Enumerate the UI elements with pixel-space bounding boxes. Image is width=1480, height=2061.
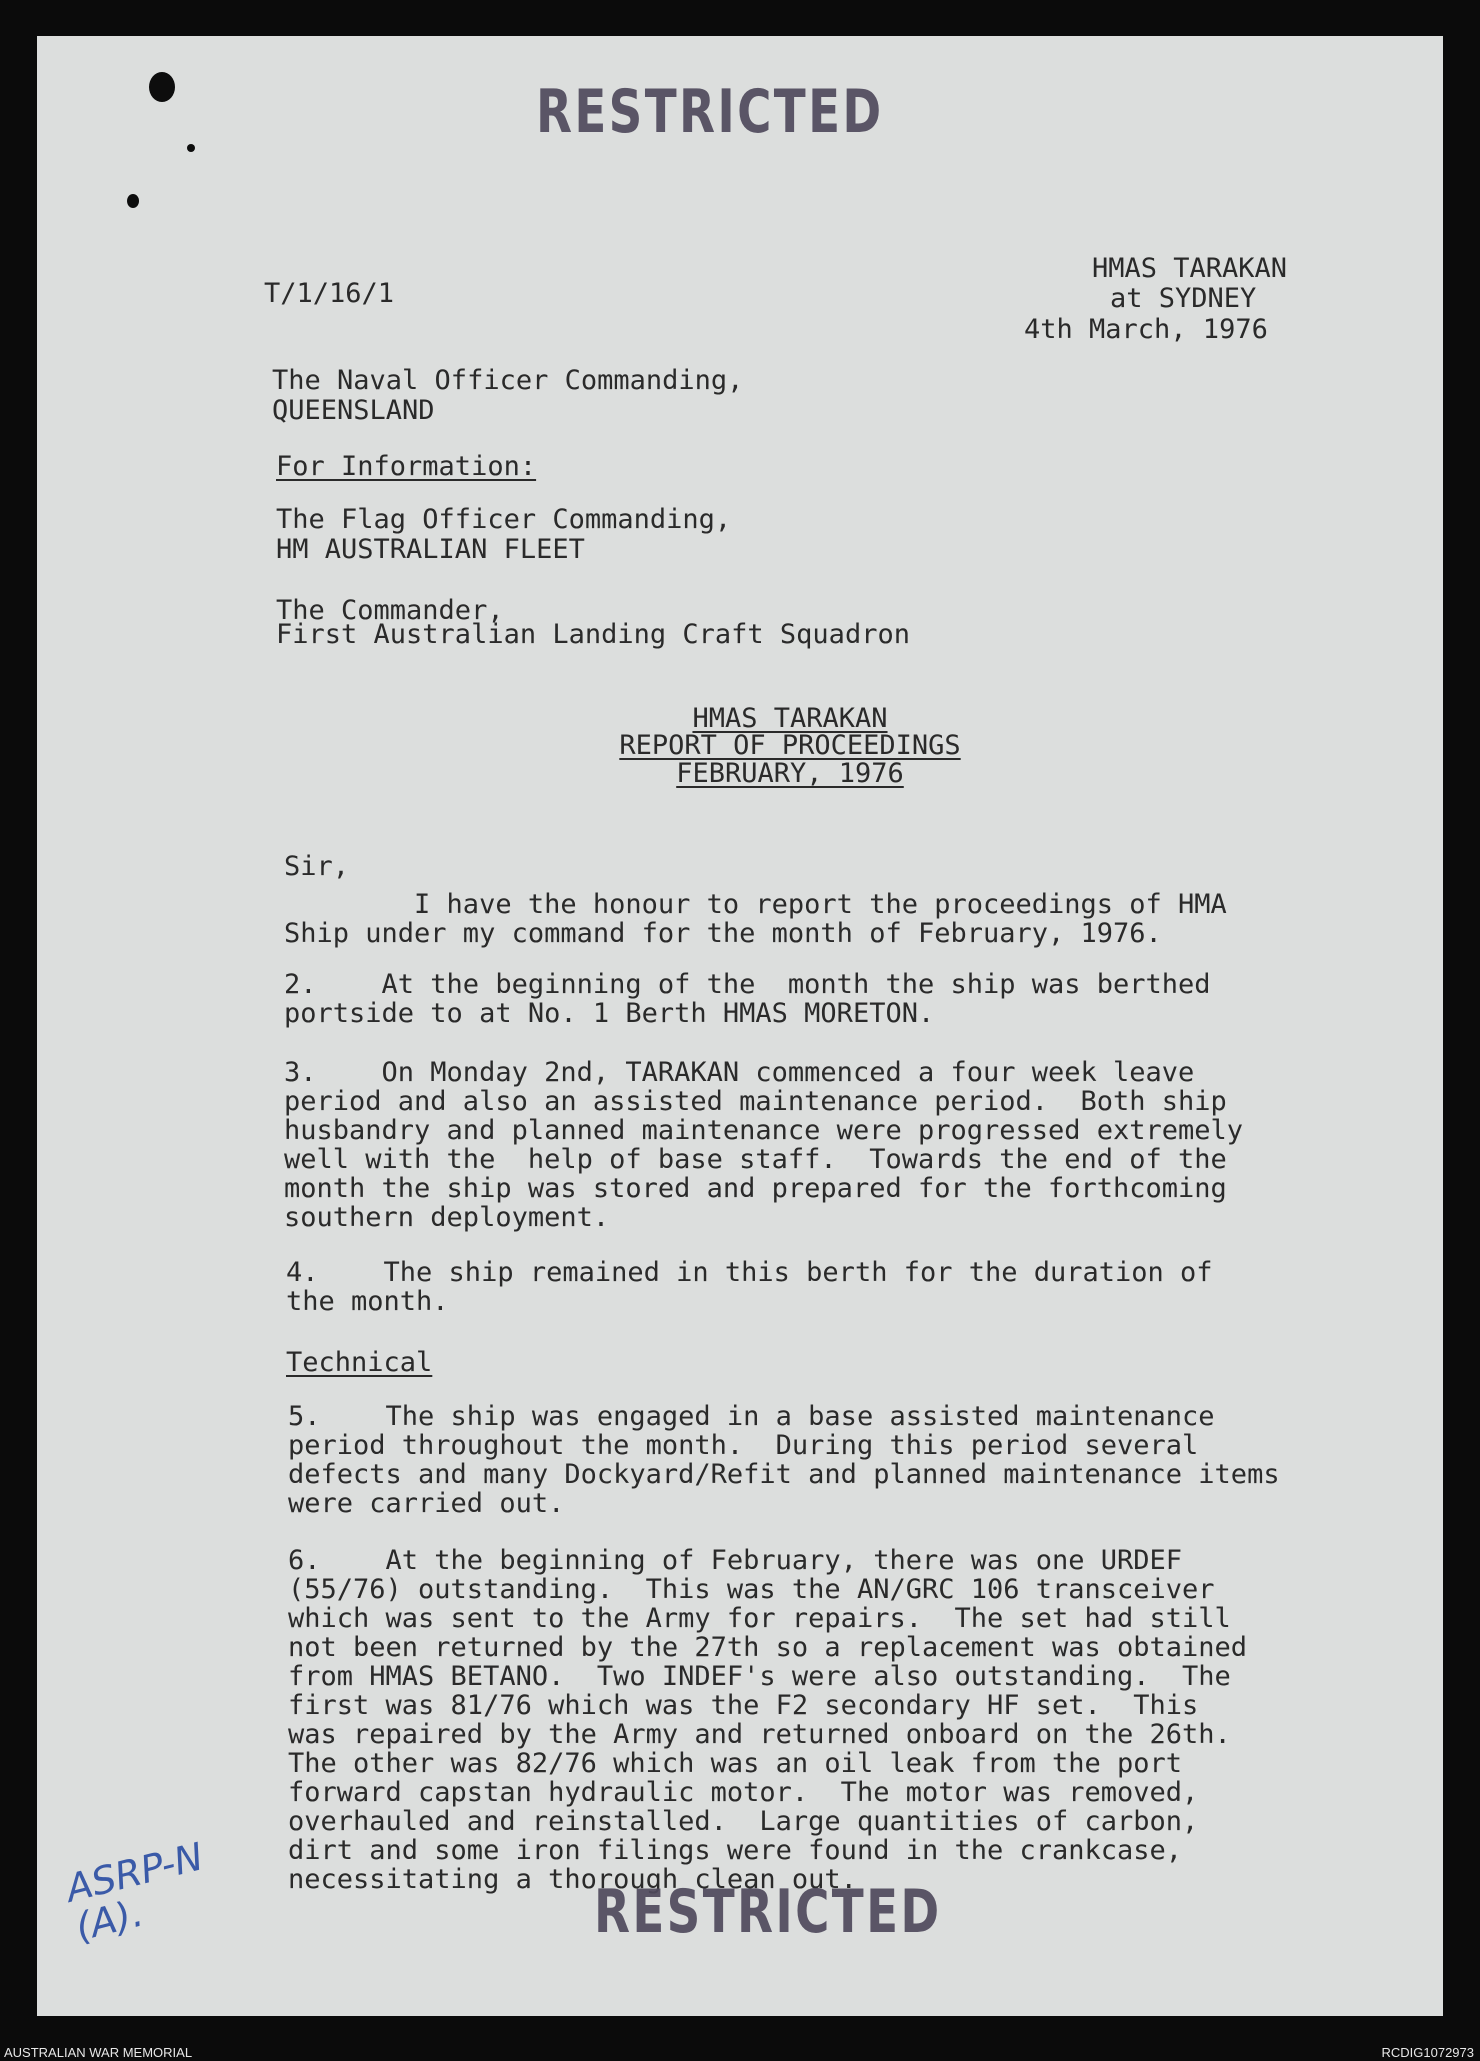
- file-reference: T/1/16/1: [264, 278, 395, 309]
- handwritten-annotation: ASRP-N (A).: [61, 1834, 208, 1950]
- punch-hole: [149, 72, 175, 102]
- report-title-line1: HMAS TARAKAN: [692, 703, 888, 734]
- report-title-line3: FEBRUARY, 1976: [676, 758, 904, 789]
- report-title-line2: REPORT OF PROCEEDINGS: [619, 730, 961, 761]
- punch-hole: [187, 144, 195, 152]
- sender-ship: HMAS TARAKAN: [1092, 253, 1288, 284]
- paragraph-intro: I have the honour to report the proceedings of HMA Ship under my command for the month of February, 1976.: [284, 889, 1227, 949]
- paragraph-6: 6. At the beginning of February, there was one URDEF (55/76) outstanding. This was the AN/GRC 106 transceiver which was sent to the Army for repairs. The set had still not been returned by the 27th so a replacement was obtained from HMAS BETANO. Two INDEF's were also outstanding. The first was 81/76 which was the F2 secondary HF set. This was repaired by the Army and returned onboard on the 26th. The other was 82/76 which was an oil leak from the port forward capstan hydraulic motor. The motor was removed, overhauled and reinstalled. Large quantities of carbon, dirt and some iron filings were found in the crankcase, necessitating a thorough clean out.: [288, 1545, 1248, 1895]
- paragraph-5: 5. The ship was engaged in a base assisted maintenance period throughout the month. During this period several defects and many Dockyard/Refit and planned maintenance items were carried out.: [288, 1401, 1280, 1519]
- paragraph-3: 3. On Monday 2nd, TARAKAN commenced a four week leave period and also an assisted maintenance period. Both ship husbandry and planned maintenance were progressed extremely well with the help of base staff. Towards the end of the month the ship was stored and prepared for the forthcoming southern deployment.: [284, 1057, 1244, 1233]
- info1-line2: HM AUSTRALIAN FLEET: [276, 534, 585, 565]
- for-information-heading: For Information:: [276, 451, 537, 482]
- addressee-line2: QUEENSLAND: [272, 395, 435, 426]
- info2-line1: The Commander,: [276, 595, 504, 626]
- restricted-stamp-top: RESTRICTED: [536, 77, 884, 147]
- technical-heading: Technical: [286, 1347, 433, 1378]
- addressee-line1: The Naval Officer Commanding,: [272, 365, 744, 396]
- info2-line2: First Australian Landing Craft Squadron: [276, 619, 910, 650]
- sender-location: at SYDNEY: [1110, 283, 1257, 314]
- info1-line1: The Flag Officer Commanding,: [276, 504, 732, 535]
- salutation: Sir,: [284, 851, 350, 882]
- punch-hole: [127, 194, 139, 208]
- paragraph-4: 4. The ship remained in this berth for the duration of the month.: [286, 1257, 1213, 1317]
- paragraph-2: 2. At the beginning of the month the ship was berthed portside to at No. 1 Berth HMAS MORETON.: [284, 969, 1211, 1029]
- restricted-stamp-bottom: RESTRICTED: [594, 1877, 942, 1947]
- footer-record-id: RCDIG1072973: [1381, 2045, 1474, 2060]
- letter-date: 4th March, 1976: [1024, 314, 1268, 345]
- footer-archive-name: AUSTRALIAN WAR MEMORIAL: [4, 2045, 193, 2060]
